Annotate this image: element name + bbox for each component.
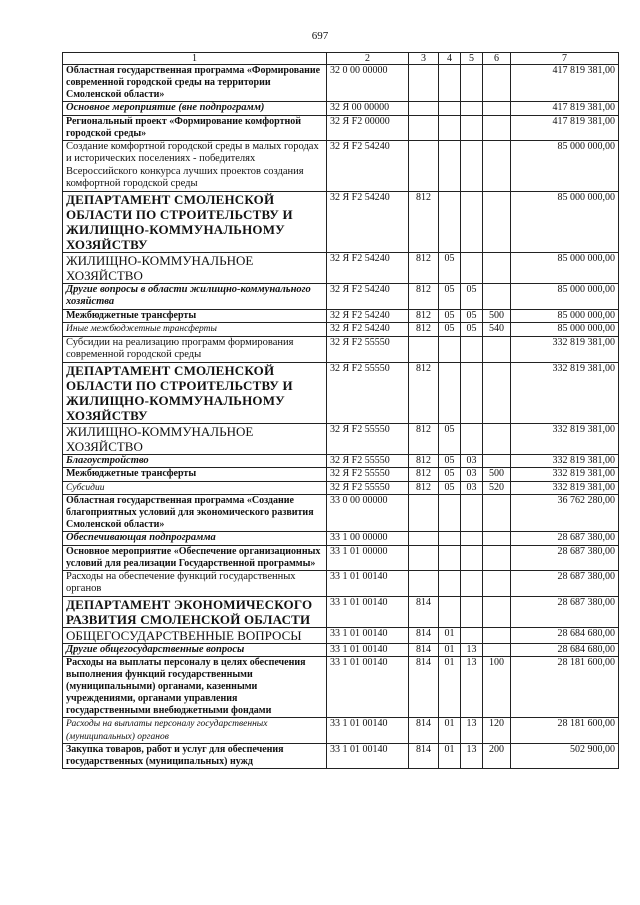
target-article-code: 32 Я F2 54240	[327, 323, 409, 337]
subsection-code	[461, 570, 483, 596]
subsection-code: 03	[461, 454, 483, 468]
budget-item-name: Субсидии на реализацию программ формирования современной городской среды	[63, 336, 327, 362]
budget-item-name: Основное мероприятие «Обеспечение организационных условий для реализации Государственной программы»	[63, 545, 327, 570]
department-code	[409, 140, 439, 191]
department-code	[409, 336, 439, 362]
table-row	[63, 744, 619, 769]
table-row	[63, 65, 619, 102]
department-code: 812	[409, 309, 439, 323]
department-code: 812	[409, 423, 439, 454]
amount: 28 181 600,00	[511, 657, 619, 718]
section-code	[439, 545, 461, 570]
subsection-code	[461, 252, 483, 283]
section-code: 05	[439, 481, 461, 495]
expense-type-code	[483, 115, 511, 140]
department-code	[409, 115, 439, 140]
page-number: 697	[311, 30, 329, 42]
department-code	[409, 545, 439, 570]
subsection-code: 05	[461, 309, 483, 323]
target-article-code: 33 1 01 00140	[327, 643, 409, 657]
target-article-code: 33 1 01 00140	[327, 657, 409, 718]
target-article-code: 32 Я F2 55550	[327, 362, 409, 423]
department-code: 812	[409, 481, 439, 495]
amount: 85 000 000,00	[511, 323, 619, 337]
budget-item-name: Основное мероприятие (вне подпрограмм)	[63, 102, 327, 116]
table-row	[63, 627, 619, 643]
subsection-code	[461, 627, 483, 643]
table-header-row	[63, 53, 619, 65]
section-code: 01	[439, 744, 461, 769]
target-article-code: 32 Я F2 55550	[327, 454, 409, 468]
subsection-code: 13	[461, 643, 483, 657]
table-row	[63, 532, 619, 546]
target-article-code: 33 1 01 00000	[327, 545, 409, 570]
section-code: 05	[439, 283, 461, 309]
subsection-code	[461, 65, 483, 102]
amount: 28 684 680,00	[511, 627, 619, 643]
expense-type-code	[483, 570, 511, 596]
table-row	[63, 495, 619, 532]
amount: 36 762 280,00	[511, 495, 619, 532]
department-code: 814	[409, 657, 439, 718]
expense-type-code	[483, 252, 511, 283]
budget-item-name: Благоустройство	[63, 454, 327, 468]
table-row	[63, 423, 619, 454]
amount: 332 819 381,00	[511, 336, 619, 362]
budget-item-name: Расходы на выплаты персоналу в целях обеспечения выполнения функций государственными (муниципальными) органами, казенными учреждениями, органами управления государственными внебюджетными фондами	[63, 657, 327, 718]
department-code: 812	[409, 283, 439, 309]
subsection-code	[461, 495, 483, 532]
department-code: 812	[409, 323, 439, 337]
expense-type-code	[483, 65, 511, 102]
department-code	[409, 495, 439, 532]
budget-item-name: Субсидии	[63, 481, 327, 495]
column-header: 4	[439, 53, 461, 65]
expense-type-code: 120	[483, 718, 511, 744]
expense-type-code: 200	[483, 744, 511, 769]
amount: 417 819 381,00	[511, 115, 619, 140]
amount: 502 900,00	[511, 744, 619, 769]
target-article-code: 32 Я F2 55550	[327, 481, 409, 495]
table-row	[63, 283, 619, 309]
budget-item-name: Иные межбюджетные трансферты	[63, 323, 327, 337]
target-article-code: 32 Я F2 55550	[327, 468, 409, 482]
column-header: 3	[409, 53, 439, 65]
department-code: 814	[409, 744, 439, 769]
subsection-code: 13	[461, 718, 483, 744]
expense-type-code: 500	[483, 468, 511, 482]
section-code: 01	[439, 627, 461, 643]
department-code	[409, 65, 439, 102]
amount: 28 687 380,00	[511, 570, 619, 596]
budget-item-name: ЖИЛИЩНО-КОММУНАЛЬНОЕ ХОЗЯЙСТВО	[63, 423, 327, 454]
amount: 85 000 000,00	[511, 309, 619, 323]
budget-item-name: Расходы на обеспечение функций государственных органов	[63, 570, 327, 596]
department-code: 812	[409, 252, 439, 283]
subsection-code: 13	[461, 657, 483, 718]
department-code: 812	[409, 468, 439, 482]
subsection-code	[461, 115, 483, 140]
section-code: 05	[439, 468, 461, 482]
budget-item-name: Расходы на выплаты персоналу государственных (муниципальных) органов	[63, 718, 327, 744]
expense-type-code	[483, 191, 511, 252]
expense-type-code	[483, 423, 511, 454]
subsection-code	[461, 545, 483, 570]
department-code	[409, 532, 439, 546]
table-row	[63, 115, 619, 140]
budget-item-name: Межбюджетные трансферты	[63, 309, 327, 323]
section-code: 01	[439, 643, 461, 657]
column-header: 7	[511, 53, 619, 65]
department-code	[409, 570, 439, 596]
budget-item-name: Создание комфортной городской среды в малых городах и исторических поселениях - победителях Всероссийского конкурса лучших проектов создания комфортной городской среды	[63, 140, 327, 191]
column-header: 1	[63, 53, 327, 65]
column-header: 2	[327, 53, 409, 65]
budget-item-name: Межбюджетные трансферты	[63, 468, 327, 482]
amount: 332 819 381,00	[511, 423, 619, 454]
subsection-code: 03	[461, 468, 483, 482]
target-article-code: 32 0 00 00000	[327, 65, 409, 102]
subsection-code	[461, 423, 483, 454]
section-code: 05	[439, 309, 461, 323]
section-code	[439, 115, 461, 140]
budget-item-name: ДЕПАРТАМЕНТ СМОЛЕНСКОЙ ОБЛАСТИ ПО СТРОИТЕЛЬСТВУ И ЖИЛИЩНО-КОММУНАЛЬНОМУ ХОЗЯЙСТВУ	[63, 362, 327, 423]
budget-item-name: Региональный проект «Формирование комфортной городской среды»	[63, 115, 327, 140]
section-code: 05	[439, 252, 461, 283]
amount: 332 819 381,00	[511, 454, 619, 468]
amount: 417 819 381,00	[511, 65, 619, 102]
amount: 332 819 381,00	[511, 468, 619, 482]
expense-type-code	[483, 283, 511, 309]
section-code	[439, 495, 461, 532]
section-code: 01	[439, 657, 461, 718]
subsection-code	[461, 191, 483, 252]
table-row	[63, 468, 619, 482]
amount: 417 819 381,00	[511, 102, 619, 116]
amount: 332 819 381,00	[511, 481, 619, 495]
table-row	[63, 596, 619, 627]
table-row	[63, 718, 619, 744]
table-row	[63, 570, 619, 596]
target-article-code: 33 1 01 00140	[327, 596, 409, 627]
amount: 85 000 000,00	[511, 140, 619, 191]
table-row	[63, 362, 619, 423]
target-article-code: 33 1 01 00140	[327, 570, 409, 596]
department-code	[409, 102, 439, 116]
amount: 28 687 380,00	[511, 596, 619, 627]
budget-item-name: ЖИЛИЩНО-КОММУНАЛЬНОЕ ХОЗЯЙСТВО	[63, 252, 327, 283]
target-article-code: 33 0 00 00000	[327, 495, 409, 532]
budget-item-name: ДЕПАРТАМЕНТ СМОЛЕНСКОЙ ОБЛАСТИ ПО СТРОИТЕЛЬСТВУ И ЖИЛИЩНО-КОММУНАЛЬНОМУ ХОЗЯЙСТВУ	[63, 191, 327, 252]
department-code: 814	[409, 643, 439, 657]
table-row	[63, 643, 619, 657]
target-article-code: 32 Я F2 00000	[327, 115, 409, 140]
section-code	[439, 596, 461, 627]
subsection-code: 03	[461, 481, 483, 495]
section-code	[439, 65, 461, 102]
amount: 85 000 000,00	[511, 252, 619, 283]
table-row	[63, 140, 619, 191]
subsection-code	[461, 596, 483, 627]
subsection-code	[461, 336, 483, 362]
subsection-code	[461, 140, 483, 191]
amount: 332 819 381,00	[511, 362, 619, 423]
table-body	[63, 65, 619, 769]
amount: 28 684 680,00	[511, 643, 619, 657]
target-article-code: 32 Я F2 54240	[327, 191, 409, 252]
target-article-code: 32 Я F2 55550	[327, 336, 409, 362]
expense-type-code	[483, 454, 511, 468]
section-code	[439, 532, 461, 546]
subsection-code: 05	[461, 323, 483, 337]
target-article-code: 32 Я F2 54240	[327, 140, 409, 191]
budget-item-name: Областная государственная программа «Формирование современной городской среды на территории Смоленской области»	[63, 65, 327, 102]
amount: 28 181 600,00	[511, 718, 619, 744]
budget-item-name: Другие общегосударственные вопросы	[63, 643, 327, 657]
expense-type-code	[483, 596, 511, 627]
expense-type-code	[483, 532, 511, 546]
table-row	[63, 657, 619, 718]
subsection-code	[461, 362, 483, 423]
amount: 28 687 380,00	[511, 532, 619, 546]
section-code	[439, 140, 461, 191]
amount: 28 687 380,00	[511, 545, 619, 570]
section-code: 05	[439, 423, 461, 454]
budget-item-name: ОБЩЕГОСУДАРСТВЕННЫЕ ВОПРОСЫ	[63, 627, 327, 643]
department-code: 812	[409, 362, 439, 423]
expense-type-code	[483, 643, 511, 657]
expense-type-code	[483, 627, 511, 643]
table-row	[63, 191, 619, 252]
table-row	[63, 323, 619, 337]
subsection-code: 13	[461, 744, 483, 769]
table-row	[63, 481, 619, 495]
expense-type-code: 520	[483, 481, 511, 495]
department-code: 814	[409, 718, 439, 744]
section-code: 01	[439, 718, 461, 744]
table-row	[63, 252, 619, 283]
budget-item-name: ДЕПАРТАМЕНТ ЭКОНОМИЧЕСКОГО РАЗВИТИЯ СМОЛЕНСКОЙ ОБЛАСТИ	[63, 596, 327, 627]
table-row	[63, 336, 619, 362]
column-header: 6	[483, 53, 511, 65]
subsection-code	[461, 102, 483, 116]
table-row	[63, 309, 619, 323]
department-code: 814	[409, 627, 439, 643]
subsection-code: 05	[461, 283, 483, 309]
amount: 85 000 000,00	[511, 191, 619, 252]
target-article-code: 33 1 00 00000	[327, 532, 409, 546]
expense-type-code	[483, 495, 511, 532]
target-article-code: 32 Я 00 00000	[327, 102, 409, 116]
department-code: 814	[409, 596, 439, 627]
budget-table	[62, 52, 619, 769]
column-header: 5	[461, 53, 483, 65]
target-article-code: 33 1 01 00140	[327, 744, 409, 769]
target-article-code: 32 Я F2 55550	[327, 423, 409, 454]
expense-type-code: 540	[483, 323, 511, 337]
expense-type-code	[483, 336, 511, 362]
budget-item-name: Закупка товаров, работ и услуг для обеспечения государственных (муниципальных) нужд	[63, 744, 327, 769]
section-code	[439, 570, 461, 596]
section-code: 05	[439, 323, 461, 337]
budget-item-name: Областная государственная программа «Создание благоприятных условий для экономического развития Смоленской области»	[63, 495, 327, 532]
expense-type-code	[483, 545, 511, 570]
amount: 85 000 000,00	[511, 283, 619, 309]
target-article-code: 32 Я F2 54240	[327, 283, 409, 309]
subsection-code	[461, 532, 483, 546]
budget-item-name: Обеспечивающая подпрограмма	[63, 532, 327, 546]
expense-type-code	[483, 362, 511, 423]
section-code	[439, 102, 461, 116]
section-code: 05	[439, 454, 461, 468]
expense-type-code	[483, 102, 511, 116]
expense-type-code: 500	[483, 309, 511, 323]
expense-type-code	[483, 140, 511, 191]
target-article-code: 33 1 01 00140	[327, 718, 409, 744]
section-code	[439, 191, 461, 252]
table-row	[63, 102, 619, 116]
department-code: 812	[409, 191, 439, 252]
table-row	[63, 454, 619, 468]
table-row	[63, 545, 619, 570]
target-article-code: 33 1 01 00140	[327, 627, 409, 643]
section-code	[439, 336, 461, 362]
budget-item-name: Другие вопросы в области жилищно-коммунального хозяйства	[63, 283, 327, 309]
target-article-code: 32 Я F2 54240	[327, 252, 409, 283]
department-code: 812	[409, 454, 439, 468]
expense-type-code: 100	[483, 657, 511, 718]
target-article-code: 32 Я F2 54240	[327, 309, 409, 323]
section-code	[439, 362, 461, 423]
